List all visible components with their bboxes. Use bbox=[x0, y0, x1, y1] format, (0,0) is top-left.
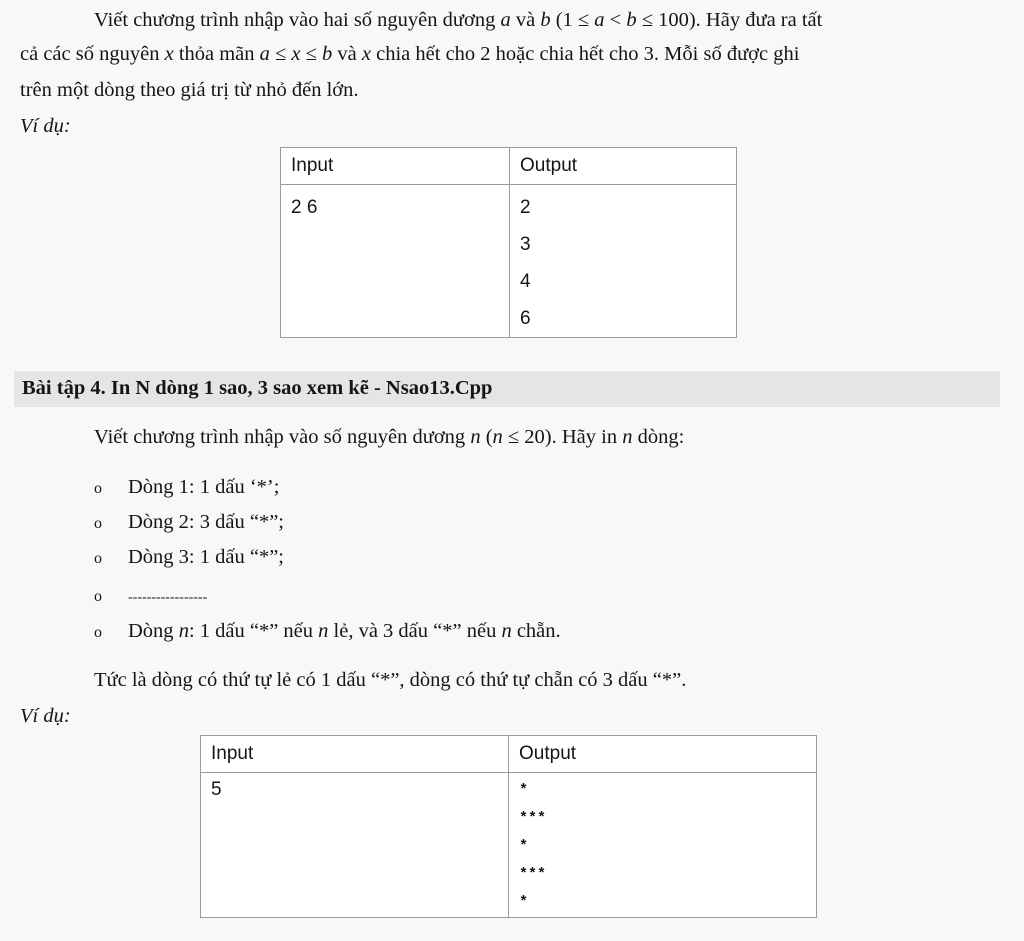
output-line: 6 bbox=[520, 308, 531, 329]
table-input-cell: 2 6 bbox=[281, 185, 510, 338]
table-header-output: Output bbox=[509, 736, 817, 773]
table-input-cell: 5 bbox=[201, 773, 509, 918]
bullet-icon: o bbox=[94, 624, 102, 641]
bullet-icon: o bbox=[94, 588, 102, 605]
example-label: Ví dụ: bbox=[20, 705, 71, 727]
table-output-cell bbox=[510, 185, 737, 338]
problem3-line1: Viết chương trình nhập vào hai số nguyên dương a và b (1 ≤ a < b ≤ 100). Hãy đưa ra tất bbox=[94, 9, 823, 31]
problem4-summary: Tức là dòng có thứ tự lẻ có 1 dấu “*”, dòng có thứ tự chẵn có 3 dấu “*”. bbox=[94, 669, 687, 691]
bullet-icon: o bbox=[94, 550, 102, 567]
output-line: 4 bbox=[520, 271, 531, 292]
output-line: 3 bbox=[520, 234, 531, 255]
bullet-item: o Dòng 3: 1 dấu “*”; bbox=[94, 546, 284, 568]
output-line: 2 bbox=[520, 197, 531, 218]
table-header-output: Output bbox=[510, 148, 737, 185]
output-line: * bbox=[519, 838, 529, 855]
example-table-2 bbox=[200, 735, 817, 918]
problem3-line2: cả các số nguyên x thỏa mãn a ≤ x ≤ b và x chia hết cho 2 hoặc chia hết cho 3. Mỗi số được ghi bbox=[20, 43, 800, 65]
bullet-item: o Dòng 2: 3 dấu “*”; bbox=[94, 511, 284, 533]
example-table-1 bbox=[280, 147, 737, 338]
output-line: *** bbox=[519, 866, 547, 883]
bullet-item: o Dòng n: 1 dấu “*” nếu n lẻ, và 3 dấu “*” nếu n chẵn. bbox=[94, 620, 561, 642]
table-header-input: Input bbox=[281, 148, 510, 185]
bullet-icon: o bbox=[94, 480, 102, 497]
table-output-cell bbox=[509, 773, 817, 918]
example-label: Ví dụ: bbox=[20, 115, 71, 137]
output-line: * bbox=[519, 782, 529, 799]
problem4-intro: Viết chương trình nhập vào số nguyên dương n (n ≤ 20). Hãy in n dòng: bbox=[94, 426, 685, 448]
bullet-icon: o bbox=[94, 515, 102, 532]
section-title: Bài tập 4. In N dòng 1 sao, 3 sao xem kẽ - Nsao13.Cpp bbox=[22, 377, 493, 399]
table-header-input: Input bbox=[201, 736, 509, 773]
output-line: * bbox=[519, 894, 529, 911]
output-line: *** bbox=[519, 810, 547, 827]
problem3-line3: trên một dòng theo giá trị từ nhỏ đến lớn. bbox=[20, 79, 359, 101]
section-heading bbox=[14, 371, 1000, 407]
bullet-item: o ----------------- bbox=[94, 588, 208, 605]
bullet-item: o Dòng 1: 1 dấu ‘*’; bbox=[94, 476, 280, 498]
